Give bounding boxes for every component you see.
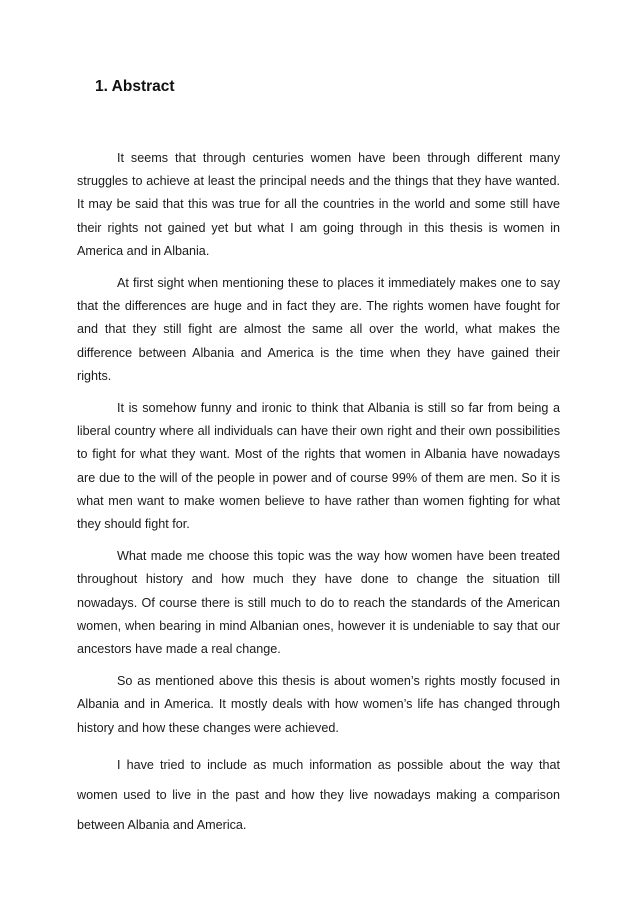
section-heading: 1. Abstract <box>95 78 175 95</box>
abstract-paragraph: I have tried to include as much information as possible about the way that women used to live in the past and how they live nowadays making a comparison between Albania and America. <box>77 757 560 832</box>
abstract-paragraph: At first sight when mentioning these to places it immediately makes one to say that the differences are huge and in fact they are. The rights women have fought for and that they still fight are almost the same all over the world, what makes the difference between Albania and America is the time when they have gained their rights. <box>77 276 560 383</box>
abstract-body <box>77 147 560 840</box>
abstract-paragraph: So as mentioned above this thesis is about women’s rights mostly focused in Albania and in America. It mostly deals with how women’s life has changed through history and how these changes were achieved. <box>77 674 560 735</box>
abstract-paragraph: It seems that through centuries women have been through different many struggles to achieve at least the principal needs and the things that they have wanted. It may be said that this was true for all the countries in the world and some still have their rights not gained yet but what I am going through in this thesis is women in America and in Albania. <box>77 151 560 258</box>
abstract-paragraph: It is somehow funny and ironic to think that Albania is still so far from being a liberal country where all individuals can have their own right and their own possibilities to fight for what they want. Most of the rights that women in Albania have nowadays are due to the will of the people in power and of course 99% of them are men. So it is what men want to make women believe to have rather than women fighting for what they should fight for. <box>77 401 560 532</box>
abstract-paragraph: What made me choose this topic was the way how women have been treated throughout history and how much they have done to change the situation till nowadays. Of course there is still much to do to reach the standards of the American women, when bearing in mind Albanian ones, however it is undeniable to say that our ancestors have made a real change. <box>77 549 560 657</box>
